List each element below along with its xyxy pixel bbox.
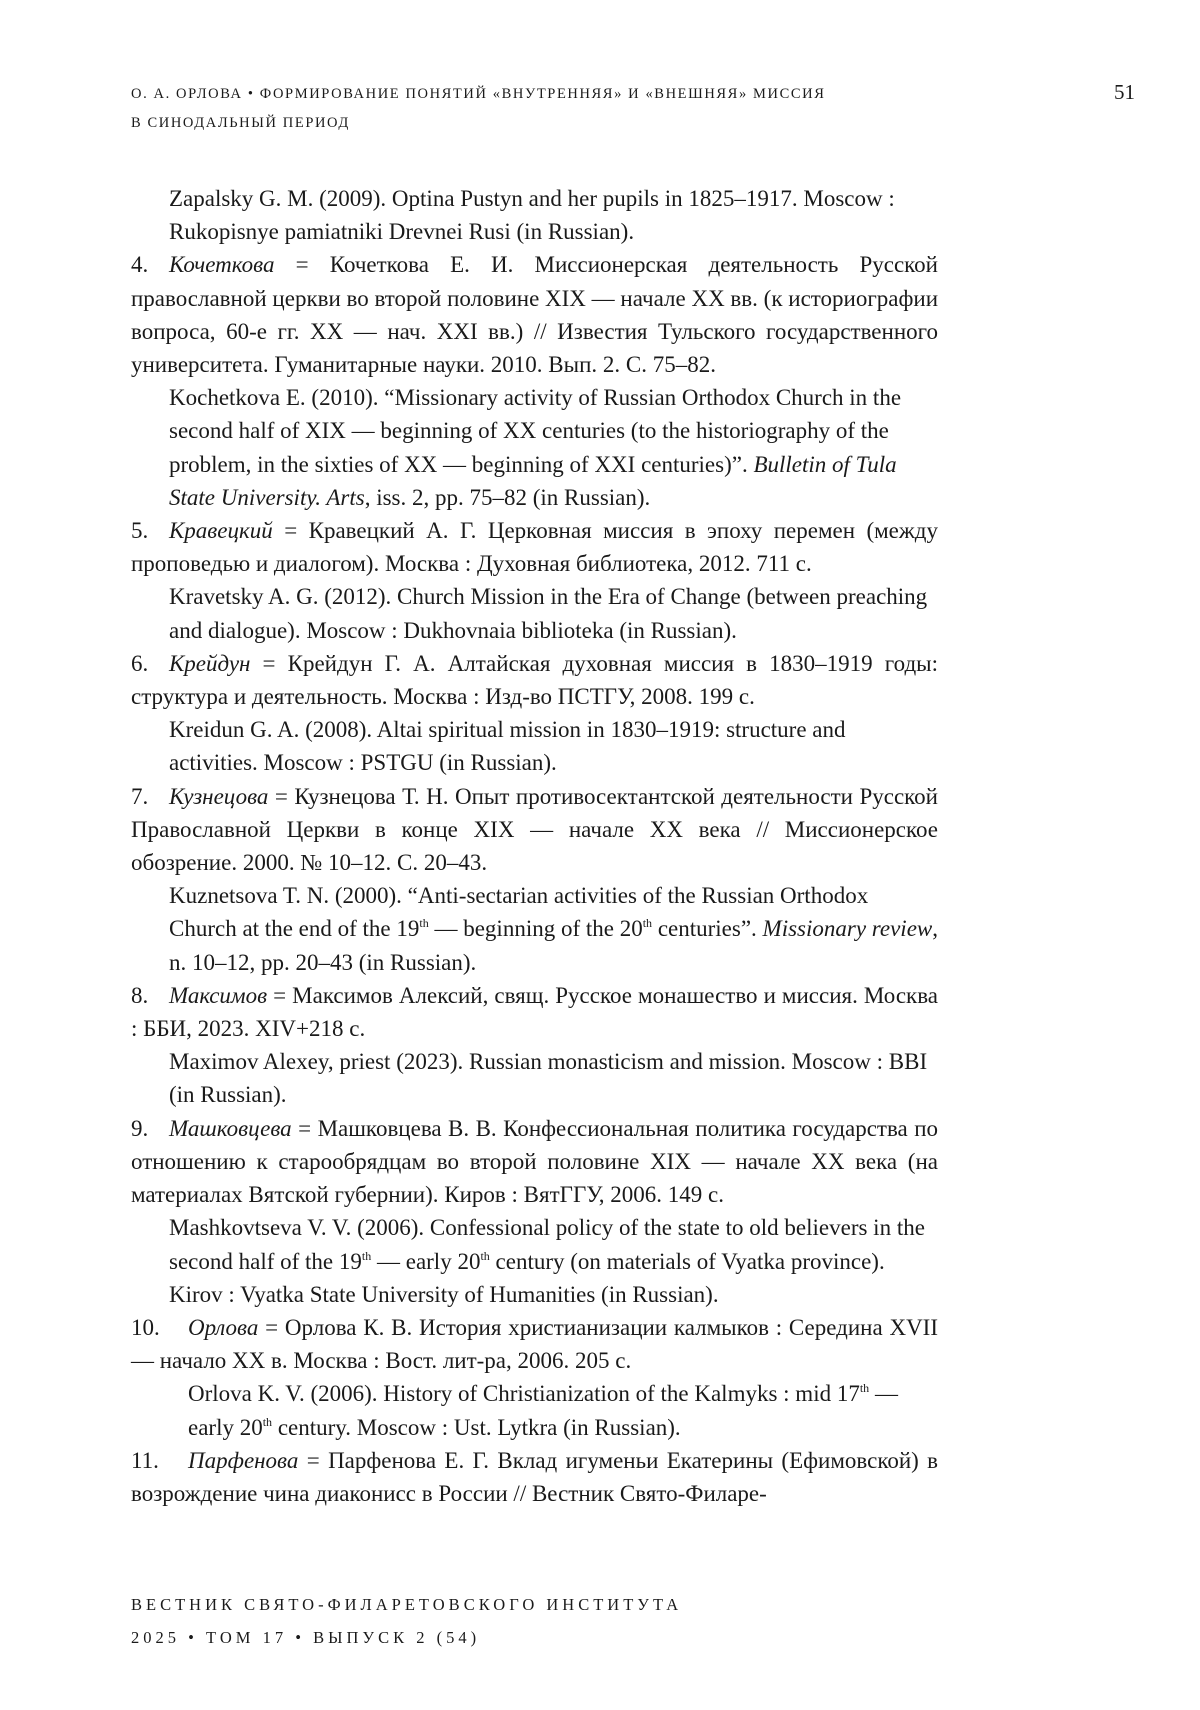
reference-key: Кузнецова xyxy=(169,783,269,809)
reference-number: 10. xyxy=(131,1314,160,1340)
reference-key: Крейдун xyxy=(169,650,251,676)
reference-7-english: Kuznetsova T. N. (2000). “Anti-sectarian activities of the Russian Orthodox Church at the end of the 19th — beginning of the 20th centuries”. Missionary review, n. 10–12, pp. 20–43 (in Russian). xyxy=(169,883,939,975)
reference-9-russian: 9. Машковцева = Машковцева В. В. Конфессиональная политика государства по отношению к старообрядцам во второй половине XIX — начале XX века (на материалах Вятской губернии). Киров : ВятГГУ, 2006. 149 с. xyxy=(131,1112,938,1212)
reference-key: Парфенова xyxy=(188,1447,299,1473)
reference-key: Максимов xyxy=(169,982,268,1008)
reference-8-english: Maximov Alexey, priest (2023). Russian monasticism and mission. Moscow : BBI (in Russian). xyxy=(169,1049,928,1108)
reference-list xyxy=(131,182,938,1510)
reference-4-russian: 4. Кочеткова = Кочеткова Е. И. Миссионерская деятельность Русской православной церкви во второй половине XIX — начале XX вв. (к историографии вопроса, 60-е гг. XX — нач. XXI вв.) // Известия Тульского государственного университета. Гуманитарные науки. 2010. Вып. 2. С. 75–82. xyxy=(131,248,938,381)
journal-footer xyxy=(131,1588,682,1654)
reference-5-english: Kravetsky A. G. (2012). Church Mission in the Era of Change (between preaching and dialogue). Moscow : Dukhovnaia biblioteka (in Russian). xyxy=(169,584,928,643)
reference-6-russian: 6. Крейдун = Крейдун Г. А. Алтайская духовная миссия в 1830–1919 годы: структура и деятельность. Москва : Изд-во ПСТГУ, 2008. 199 с. xyxy=(131,647,938,713)
running-head-line-1: О. А. ОРЛОВА • ФОРМИРОВАНИЕ ПОНЯТИЙ «ВНУТРЕННЯЯ» И «ВНЕШНЯЯ» МИССИЯ xyxy=(131,86,826,102)
running-head-line-2: В СИНОДАЛЬНЫЙ ПЕРИОД xyxy=(131,115,350,131)
reference-number: 7. xyxy=(131,783,149,809)
reference-10-english: Orlova K. V. (2006). History of Christianization of the Kalmyks : mid 17th — early 20th century. Moscow : Ust. Lytkra (in Russian). xyxy=(188,1381,898,1440)
reference-number: 8. xyxy=(131,982,149,1008)
footer-journal-name: ВЕСТНИК СВЯТО-ФИЛАРЕТОВСКОГО ИНСТИТУТА xyxy=(131,1595,683,1614)
reference-3-english: Zapalsky G. M. (2009). Optina Pustyn and her pupils in 1825–1917. Moscow : Rukopisnye pamiatniki Drevnei Rusi (in Russian). xyxy=(169,186,895,245)
reference-number: 9. xyxy=(131,1115,149,1141)
footer-issue: 2025 • ТОМ 17 • ВЫПУСК 2 (54) xyxy=(131,1628,481,1647)
reference-9-english: Mashkovtseva V. V. (2006). Confessional policy of the state to old believers in the second half of the 19th — early 20th century (on materials of Vyatka province). Kirov : Vyatka State University of Humanities (in Russian). xyxy=(169,1215,925,1307)
reference-7-russian: 7. Кузнецова = Кузнецова Т. Н. Опыт противосектантской деятельности Русской Православной Церкви в конце XIX — начале XX века // Миссионерское обозрение. 2000. № 10–12. С. 20–43. xyxy=(131,780,938,880)
reference-key: Кочеткова xyxy=(169,252,275,278)
reference-number: 11. xyxy=(131,1447,159,1473)
reference-number: 5. xyxy=(131,518,149,544)
reference-11-russian: 11. Парфенова = Парфенова Е. Г. Вклад игуменьи Екатерины (Ефимовской) в возрождение чина диаконисс в России // Вестник Свято-Филаре- xyxy=(131,1444,938,1510)
reference-key: Машковцева xyxy=(169,1115,292,1141)
reference-number: 4. xyxy=(131,252,149,278)
reference-6-english: Kreidun G. A. (2008). Altai spiritual mission in 1830–1919: structure and activities. Moscow : PSTGU (in Russian). xyxy=(169,717,846,776)
reference-4-english: Kochetkova E. (2010). “Missionary activity of Russian Orthodox Church in the second half of XIX — beginning of XX centuries (to the historiography of the problem, in the sixties of XX — beginning of XXI centuries)”. Bulletin of Tula State University. Arts, iss. 2, pp. 75–82 (in Russian). xyxy=(169,385,902,510)
reference-number: 6. xyxy=(131,650,149,676)
reference-key: Кравецкий xyxy=(169,518,273,544)
reference-10-russian: 10. Орлова = Орлова К. В. История христианизации калмыков : Середина XVII — начало XX в. Москва : Вост. лит-ра, 2006. 205 с. xyxy=(131,1311,938,1377)
page-number: 51 xyxy=(1114,80,1135,104)
reference-5-russian: 5. Кравецкий = Кравецкий А. Г. Церковная миссия в эпоху перемен (между проповедью и диалогом). Москва : Духовная библиотека, 2012. 711 с. xyxy=(131,514,938,580)
reference-key: Орлова xyxy=(188,1314,259,1340)
journal-title: Missionary review xyxy=(762,916,933,942)
journal-title: Bulletin of Tula State University. Arts xyxy=(169,451,897,510)
running-head xyxy=(131,80,931,138)
reference-8-russian: 8. Максимов = Максимов Алексий, свящ. Русское монашество и миссия. Москва : ББИ, 2023. XIV+218 с. xyxy=(131,979,938,1045)
